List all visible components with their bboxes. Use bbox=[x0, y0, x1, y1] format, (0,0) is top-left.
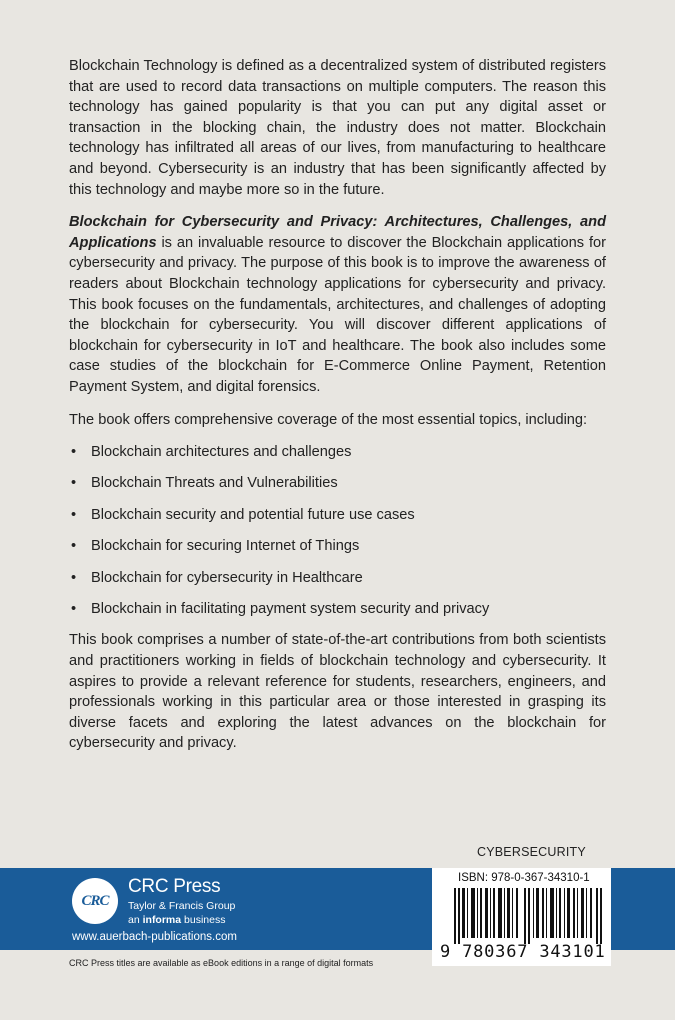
closing-paragraph: This book comprises a number of state-of-the-art contributions from both scientists and practitioners working in fields of blockchain technology and cybersecurity. It aspires to provide a relevant reference for students, researchers, engineers, and professionals working in this particular area or those interested in grasping its diverse facets and exploring the latest advances on the blockchain for cybersecurity and privacy. bbox=[69, 632, 606, 752]
publisher-name: CRC Press bbox=[128, 876, 221, 897]
topics-intro: The book offers comprehensive coverage of the most essential topics, including: bbox=[69, 411, 588, 428]
informa-line: an informa business bbox=[128, 914, 226, 926]
crc-logo-text: CRC bbox=[81, 892, 109, 909]
topic-item: • Blockchain architectures and challenges bbox=[69, 442, 606, 463]
isbn-barcode bbox=[432, 868, 611, 966]
barcode-digits: 9 780367 343101 bbox=[440, 942, 606, 962]
category-label: CYBERSECURITY bbox=[477, 845, 586, 859]
crc-logo-icon bbox=[72, 878, 118, 924]
book-title: Blockchain for Cybersecurity and Privacy: Architectures, Challenges, and Applications bbox=[69, 214, 606, 251]
informa-brand: informa bbox=[142, 914, 182, 926]
topic-item: • Blockchain Threats and Vulnerabilities bbox=[69, 473, 606, 494]
topics-list bbox=[69, 442, 606, 620]
book-description-paragraph bbox=[69, 212, 606, 397]
barcode-icon bbox=[454, 888, 604, 944]
isbn-label: ISBN: 978-0-367-34310-1 bbox=[458, 872, 590, 884]
back-cover-text bbox=[69, 56, 606, 766]
book-description-body: is an invaluable resource to discover the Blockchain applications for cybersecurity and privacy. The purpose of this book is to improve the awareness of readers about Blockchain technology applications for cybersecurity and privacy. This book focuses on the fundamentals, architectures, and challenges of adopting the blockchain for cybersecurity. You will discover different applications of blockchain for cybersecurity in IoT and healthcare. The book also includes some case studies of the blockchain for E-Commerce Online Payment, Retention Payment System, and digital forensics. bbox=[69, 234, 606, 395]
topic-item: • Blockchain for cybersecurity in Healthcare bbox=[69, 568, 606, 589]
publisher-group: Taylor & Francis Group bbox=[128, 900, 236, 912]
topic-item: • Blockchain in facilitating payment system security and privacy bbox=[69, 599, 606, 620]
publisher-website: www.auerbach-publications.com bbox=[72, 931, 237, 943]
topic-item: • Blockchain for securing Internet of Things bbox=[69, 536, 606, 557]
intro-paragraph: Blockchain Technology is defined as a decentralized system of distributed registers that are used to record data transactions on multiple computers. The reason this technology has gained popularity is that you can put any digital asset or transaction in the blocking chain, the industry does not matter. Blockchain technology has infiltrated all areas of our lives, from manufacturing to healthcare and beyond. Cybersecurity is an industry that has been significantly affected by this technology and maybe more so in the future. bbox=[69, 58, 606, 198]
topic-item: • Blockchain security and potential future use cases bbox=[69, 505, 606, 526]
ebook-note: CRC Press titles are available as eBook editions in a range of digital formats bbox=[69, 958, 374, 968]
